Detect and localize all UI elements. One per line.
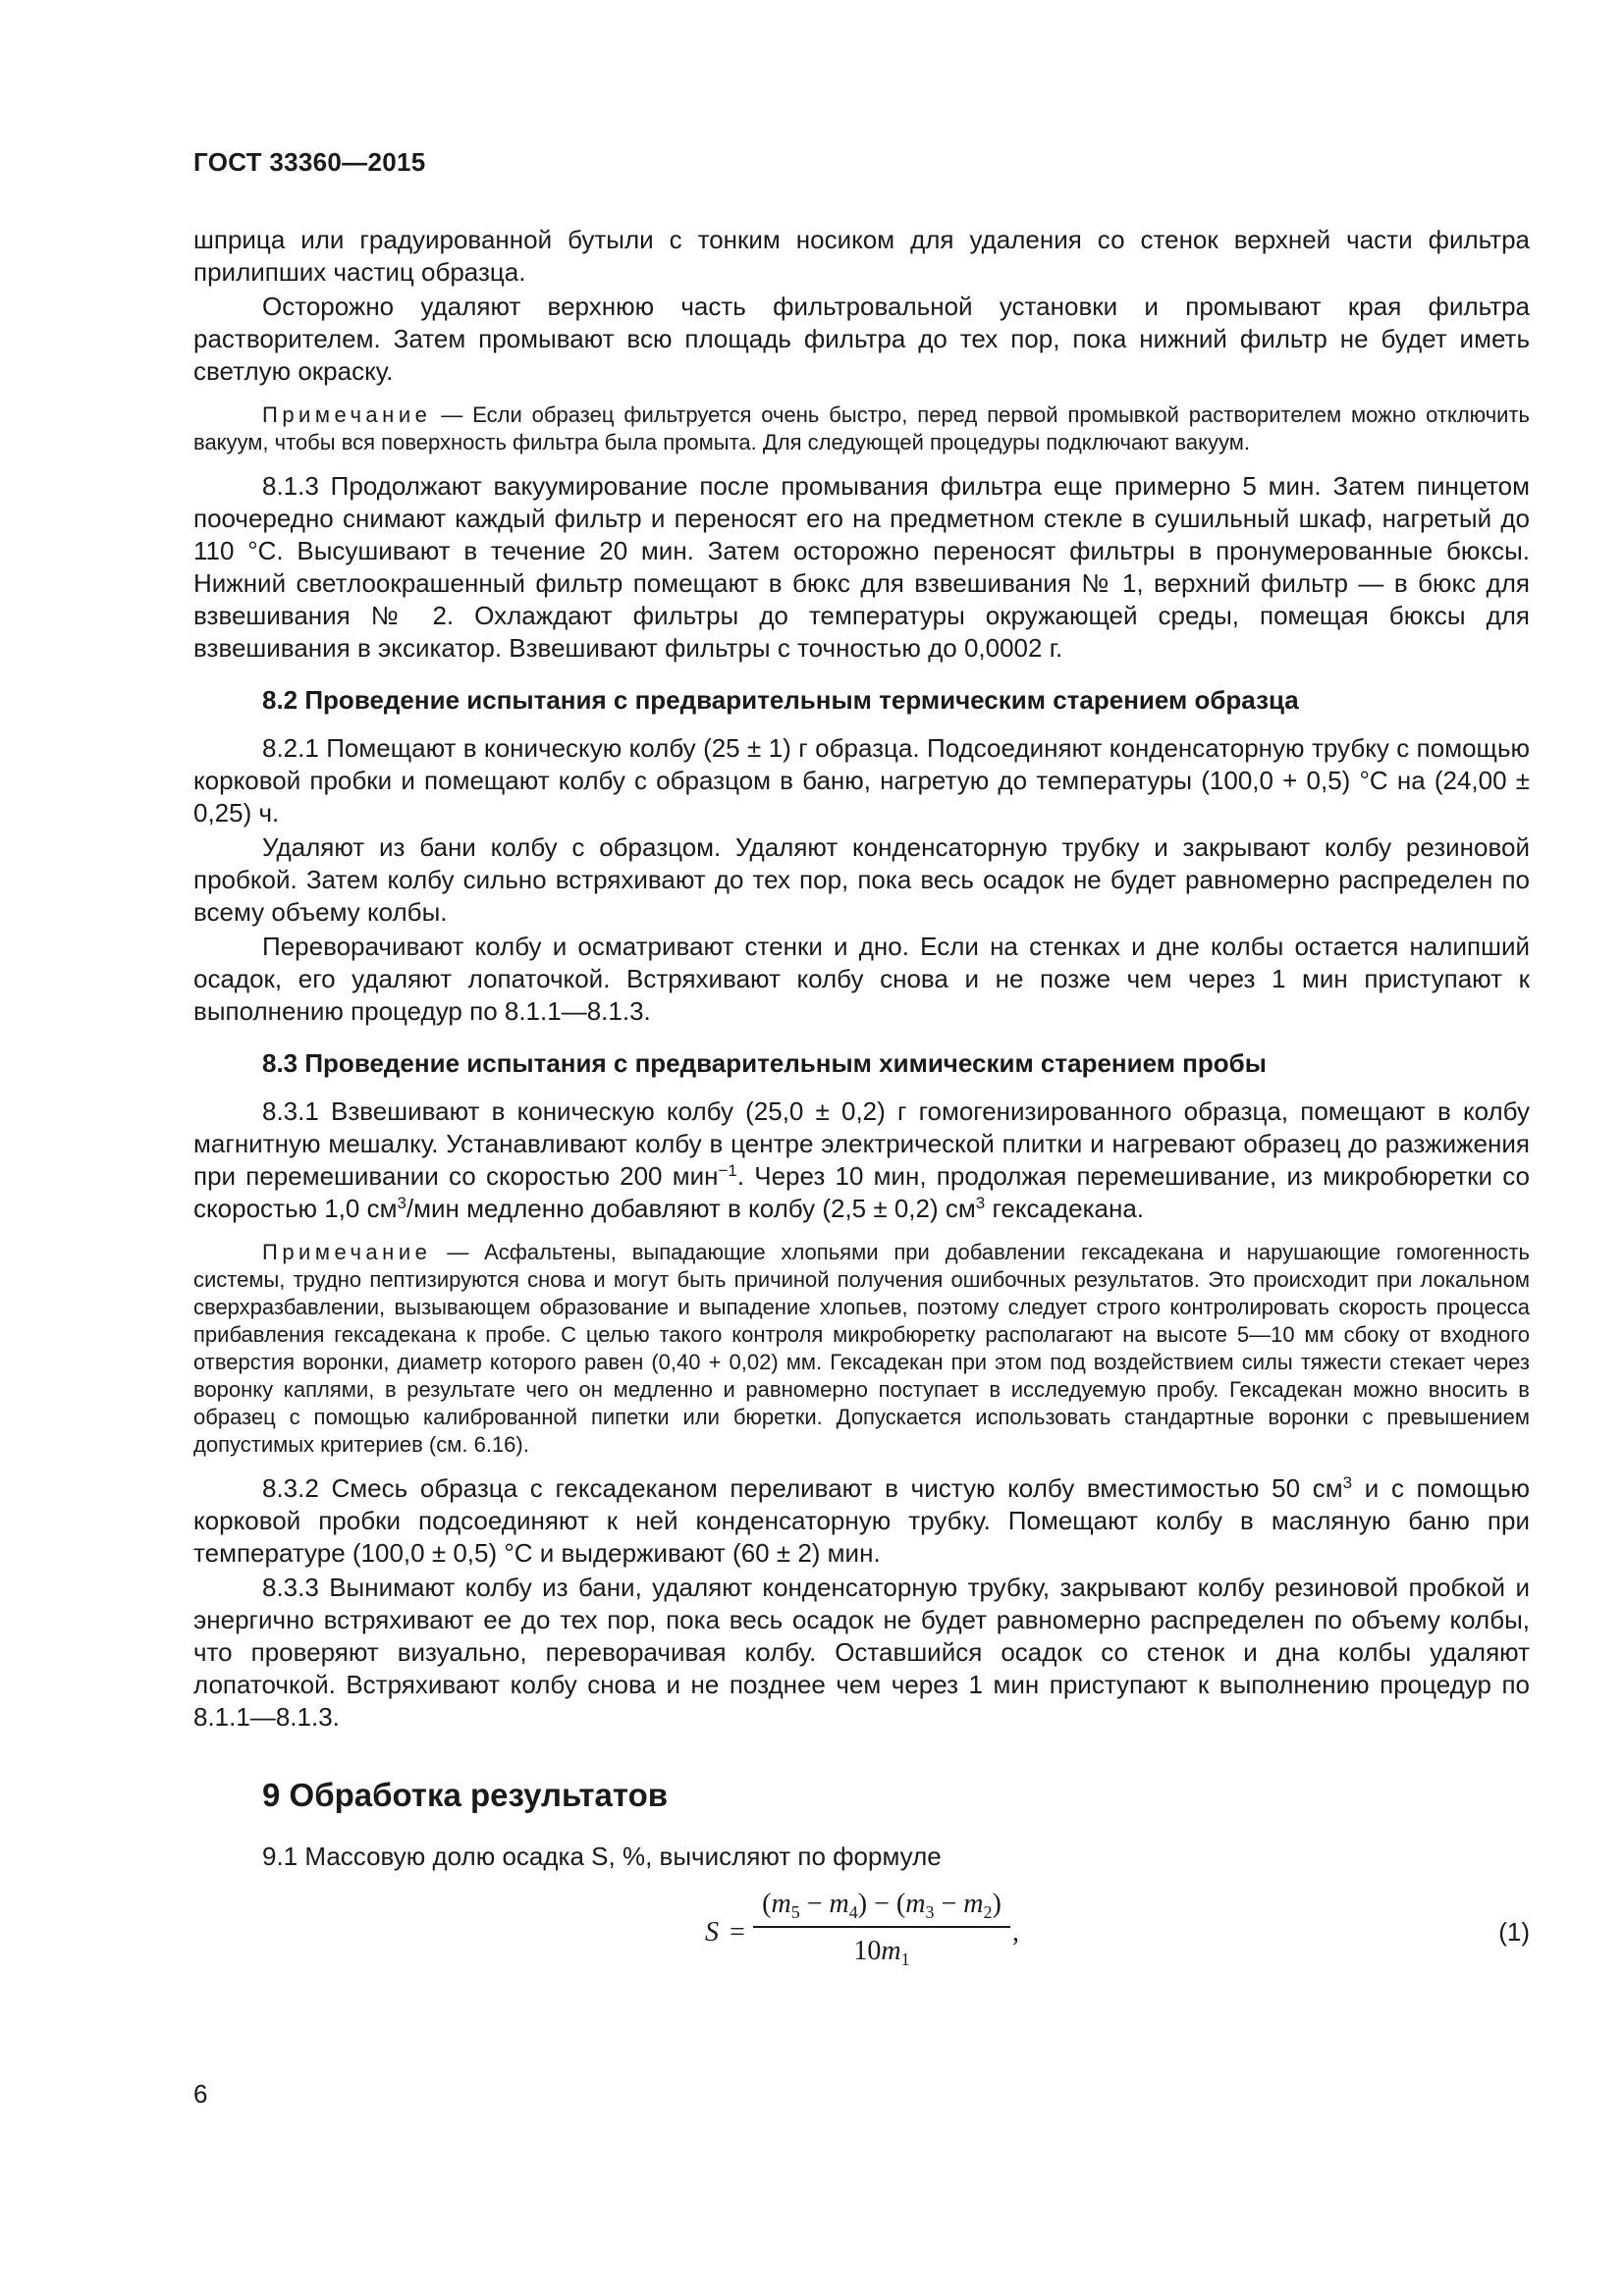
operator: ) − ( [857,1889,906,1919]
formula-fraction [753,1885,1010,1971]
formula-equals: = [730,1917,745,1948]
subscript: 4 [848,1902,858,1922]
document-body [193,224,1530,1993]
subscript: 5 [790,1902,800,1922]
note-text: — Если образец фильтруется очень быстро, перед первой промывкой растворителем можно отключить вакуум, чтобы вся поверхность фильтра была промыта. Для следующей процедуры подключают вакуум. [193,402,1530,454]
paragraph-8-3-3: 8.3.3 Вынимают колбу из бани, удаляют конденсаторную трубку, закрывают колбу резиновой пробкой и энергично встряхивают ее до тех пор, пока весь осадок не будет равномерно распределен по объему колбы, что проверяют визуально, переворачивая колбу. Оставшийся осадок со стенок и дна колбы удаляют лопаточкой. Встряхивают колбу снова и не позднее чем через 1 мин приступают к выполнению процедур по 8.1.1—8.1.3. [193,1573,1530,1732]
operator: − [799,1889,830,1919]
paragraph-8-2-1: 8.2.1 Помещают в коническую колбу (25 ± 1) г образца. Подсоединяют конденсаторную трубку с помощью корковой пробки и помещают колбу с образцом в баню, нагретую до температуры (100,0 + 0,5) °С на (24,00 ± 0,25) ч. [193,733,1530,828]
paragraph-8-1-3: 8.1.3 Продолжают вакуумирование после промывания фильтра еще примерно 5 мин. Затем пинцетом поочередно снимают каждый фильтр и переносят его на предметном стекле в сушильный шкаф, нагретый до 110 °С. Высушивают в течение 20 мин. Затем осторожно переносят фильтры в пронумерованные бюксы. Нижний светлоокрашенный фильтр помещают в бюкс для взвешивания № 1, верхний фильтр — в бюкс для взвешивания № 2. Охлаждают фильтры до температуры окружающей среды, помещая бюксы для взвешивания в эксикатор. Взвешивают фильтры с точностью до 0,0002 г. [193,471,1530,663]
var: m [771,1889,791,1919]
subscript: 3 [925,1902,935,1922]
formula-lhs: S [705,1917,719,1948]
subsection-heading-8-2: 8.2 Проведение испытания с предварительным термическим старением образца [262,685,1299,715]
formula-1 [193,1885,1530,1993]
paren: ) [992,1889,1001,1919]
var: m [881,1936,901,1966]
text-run: . Через 10 мин, продолжая перемешивание, из микробюретки со скоростью 1,0 см [193,1161,1530,1223]
text-run: гексадекана. [985,1194,1145,1223]
paragraph-8-3-2 [193,1472,1530,1570]
formula-denominator [753,1932,1010,1971]
text-run: 8.3.2 Смесь образца с гексадеканом переливают в чистую колбу вместимостью 50 см [262,1473,1343,1503]
superscript: 3 [975,1194,986,1212]
formula-comma: , [1012,1917,1019,1948]
section-heading-9: 9 Обработка результатов [262,1777,669,1813]
var: m [905,1889,926,1919]
var: m [829,1889,849,1919]
note-text: — Асфальтены, выпадающие хлопьями при добавлении гексадекана и нарушающие гомогенность системы, трудно пептизируются снова и могут быть причиной получения ошибочных результатов. Это происходит при локальном сверхразбавлении, вызывающем образование и выпадение хлопьев, поэтому следует строго контролировать скорость процесса прибавления гексадекана к пробе. С целью такого контроля микробюретку располагают на высоте 5—10 мм сбоку от входного отверстия воронки, диаметр которого равен (0,40 + 0,02) мм. Гексадекан при этом под воздействием силы тяжести стекает через воронку каплями, в результате чего он медленно и равномерно поступает в исследуемую пробу. Гексадекан можно вносить в образец с помощью калиброванной пипетки или бюретки. Допускается использовать стандартные воронки с превышением допустимых критериев (см. 6.16). [193,1240,1530,1457]
subscript: 1 [900,1949,910,1969]
note-label: Примечание [262,402,432,427]
var: m [963,1889,984,1919]
paragraph-continuation: шприца или градуированной бутыли с тонким носиком для удаления со стенок верхней части фильтра прилипших частиц образца. [193,225,1530,287]
paren: ( [762,1889,772,1919]
subsection-heading-8-3: 8.3 Проведение испытания с предварительным химическим старением пробы [262,1048,1267,1078]
paragraph-8-2-1-inspect: Переворачивают колбу и осматривают стенки и дно. Если на стенках и дне колбы остается налипший осадок, его удаляют лопаточкой. Встряхивают колбу снова и не позже чем через 1 мин приступают к выполнению процедур по 8.1.1—8.1.3. [193,932,1530,1026]
operator: − [934,1889,964,1919]
superscript: 3 [1342,1473,1353,1492]
paragraph-filter-rinse: Осторожно удаляют верхнюю часть фильтровальной установки и промывают края фильтра растворителем. Затем промывают всю площадь фильтра до тех пор, пока нижний фильтр не будет иметь светлую окраску. [193,292,1530,386]
paragraph-8-3-1 [193,1095,1530,1225]
text-run: 8.3.1 Взвешивают в коническую колбу (25,0 ± 0,2) г гомогенизированного образца, помещают в колбу магнитную мешалку. Устанавливают колбу в центре электрической плитки и нагревают образец до разжижения при перемешивании со скоростью 200 мин [193,1096,1530,1191]
document-code-header: ГОСТ 33360—2015 [193,147,426,177]
note-vacuum [193,401,1530,456]
formula-numerator [753,1885,1010,1924]
coefficient: 10 [853,1936,882,1966]
text-run: и с помощью корковой пробки подсоединяют к ней конденсаторную трубку. Помещают колбу в масляную баню при температуре (100,0 ± 0,5) °С и выдерживают (60 ± 2) мин. [193,1473,1530,1568]
paragraph-8-2-1-remove: Удаляют из бани колбу с образцом. Удаляют конденсаторную трубку и закрывают колбу резиновой пробкой. Затем колбу сильно встряхивают до тех пор, пока весь осадок не будет равномерно распределен по всему объему колбы. [193,832,1530,927]
paragraph-9-1: 9.1 Массовую долю осадка S, %, вычисляют по формуле [262,1842,942,1871]
fraction-bar [753,1926,1010,1928]
subscript: 2 [983,1902,993,1922]
text-run: /мин медленно добавляют в колбу (2,5 ± 0,2) см [406,1194,976,1223]
page-number: 6 [193,2079,208,2109]
note-label: Примечание [262,1240,432,1264]
superscript: 3 [397,1194,406,1212]
superscript: −1 [718,1161,737,1180]
equation-number: (1) [1498,1917,1530,1947]
note-asphaltenes [193,1239,1530,1459]
